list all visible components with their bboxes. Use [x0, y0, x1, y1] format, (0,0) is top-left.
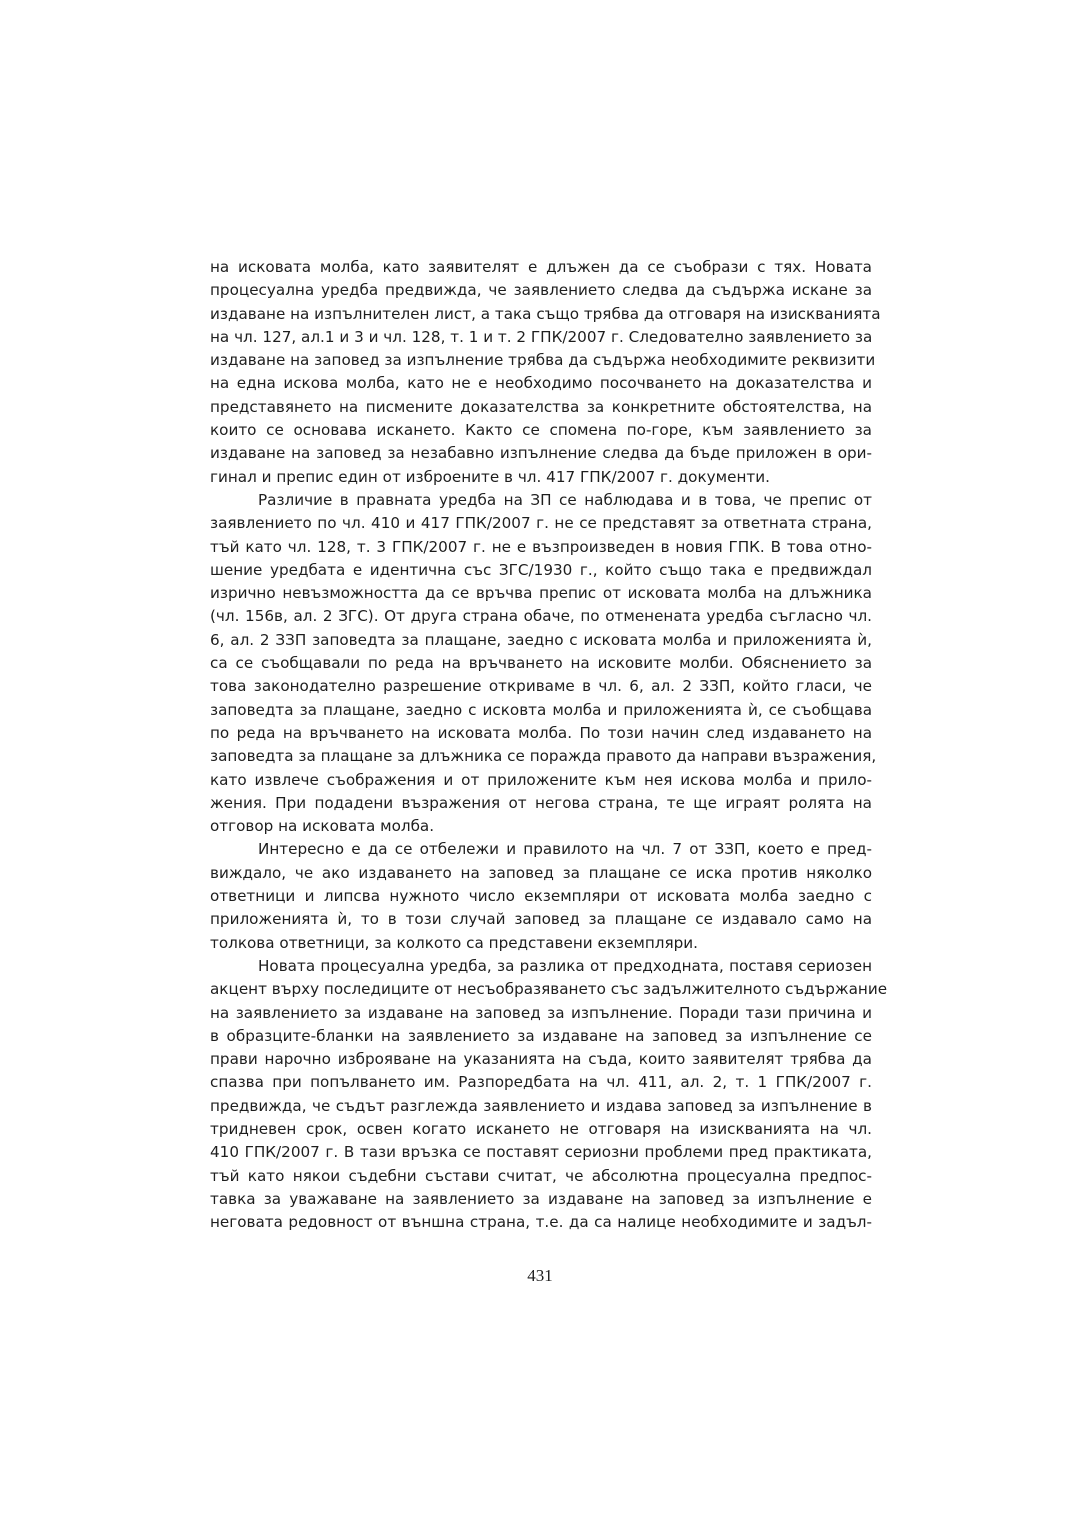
text-line: на исковата молба, като заявителят е длъжен да се съобрази с тях. Новата: [210, 258, 872, 276]
text-line: заявлението по чл. 410 и 417 ГПК/2007 г. не се представят за ответната страна,: [210, 514, 872, 533]
paragraph: [210, 955, 888, 1235]
text-line: изрично невъзможността да се връчва препис от исковата молба на длъжника: [210, 584, 872, 603]
text-line: приложенията ѝ, то в този случай заповед за плащане се издавало само на: [210, 910, 872, 929]
text-line: Интересно е да се отбележи и правилото на чл. 7 от ЗЗП, което е пред-: [258, 840, 872, 859]
paragraph: [210, 489, 877, 838]
text-line: ответници и липсва нужното число екземпляри от исковата молба заедно с: [210, 887, 872, 906]
text-line: тридневен срок, освен когато искането не отговаря на изискванията на чл.: [210, 1119, 872, 1138]
text-line: прави нарочно изброяване на указанията на съда, които заявителят трябва да: [210, 1050, 872, 1069]
text-line: тъй като чл. 128, т. 3 ГПК/2007 г. не е възпроизведен в новия ГПК. В това отно-: [210, 537, 872, 556]
text-line: Новата процесуална уредба, за разлика от предходната, поставя сериозен: [258, 956, 872, 975]
text-line: жения. При подадени възражения от негова страна, те ще играят ролята на: [210, 793, 872, 812]
text-line: тавка за уважаване на заявлението за издаване на заповед за изпълнение е: [210, 1189, 872, 1208]
text-line: издаване на заповед за изпълнение трябва да съдържа необходимите реквизити: [210, 351, 876, 370]
text-line: представянето на писмените доказателства за конкретните обстоятелства, на: [210, 397, 872, 416]
text-line: толкова ответници, за колкото са представени екземпляри.: [210, 933, 698, 952]
body-text: [210, 256, 888, 1234]
text-line: шение уредбата е идентична със ЗГС/1930 г., който също така е предвиждал: [210, 560, 872, 579]
text-line: акцент върху последиците от несъобразяването със задължителното съдържание: [210, 980, 888, 999]
text-line: на чл. 127, ал.1 и 3 и чл. 128, т. 1 и т. 2 ГПК/2007 г. Следователно заявлението за: [210, 327, 873, 346]
text-line: издаване на изпълнителен лист, а така също трябва да отговаря на изискванията: [210, 304, 881, 323]
text-line: в образците-бланки на заявлението за издаване на заповед за изпълнение се: [210, 1026, 872, 1045]
page-number: 431: [527, 1266, 553, 1285]
text-line: виждало, че ако издаването на заповед за плащане се иска против няколко: [210, 863, 872, 882]
text-line: процесуална уредба предвижда, че заявлението следва да съдържа искане за: [210, 281, 872, 300]
text-line: заповедта за плащане, заедно с исковта молба и приложенията ѝ, се съобщава: [210, 700, 872, 719]
text-line: по реда на връчването на исковата молба. По този начин след издаването на: [210, 723, 872, 742]
text-line: 410 ГПК/2007 г. В тази връзка се поставят сериозни проблеми пред практиката,: [210, 1143, 872, 1162]
paragraph: [210, 838, 872, 954]
text-line: предвижда, че съдът разглежда заявлението и издава заповед за изпълнение в: [210, 1096, 872, 1115]
text-line: тъй като някои съдебни състави считат, че абсолютна процесуална предпос-: [210, 1166, 872, 1185]
text-line: са се съобщавали по реда на връчването на исковите молби. Обяснението за: [210, 654, 872, 673]
text-line: гинал и препис един от изброените в чл. 417 ГПК/2007 г. документи.: [210, 467, 770, 486]
text-line: Различие в правната уредба на ЗП се наблюдава и в това, че препис от: [258, 490, 872, 509]
text-line: неговата редовност от външна страна, т.е. да са налице необходимите и задъл-: [210, 1213, 872, 1232]
text-line: на една искова молба, като не е необходимо посочването на доказателства и: [210, 374, 872, 393]
text-line: заповедта за плащане за длъжника се поражда правото да направи възражения,: [210, 747, 877, 766]
text-line: които се основава искането. Както се спомена по-горе, към заявлението за: [210, 421, 872, 440]
text-line: спазва при попълването им. Разпоредбата на чл. 411, ал. 2, т. 1 ГПК/2007 г.: [210, 1073, 872, 1092]
text-line: на заявлението за издаване на заповед за изпълнение. Поради тази причина и: [210, 1003, 872, 1022]
text-line: 6, ал. 2 ЗЗП заповедта за плащане, заедно с исковата молба и приложенията ѝ,: [210, 630, 872, 649]
text-line: (чл. 156в, ал. 2 ЗГС). От друга страна обаче, по отменената уредба съгласно чл.: [210, 607, 872, 626]
paragraph: [210, 256, 881, 489]
text-line: отговор на исковата молба.: [210, 817, 435, 836]
text-line: това законодателно разрешение откриваме в чл. 6, ал. 2 ЗЗП, който гласи, че: [210, 677, 872, 696]
text-line: издаване на заповед за незабавно изпълнение следва да бъде приложен в ори-: [210, 444, 872, 463]
text-line: като извлече съображения и от приложените към нея искова молба и прило-: [210, 770, 872, 789]
